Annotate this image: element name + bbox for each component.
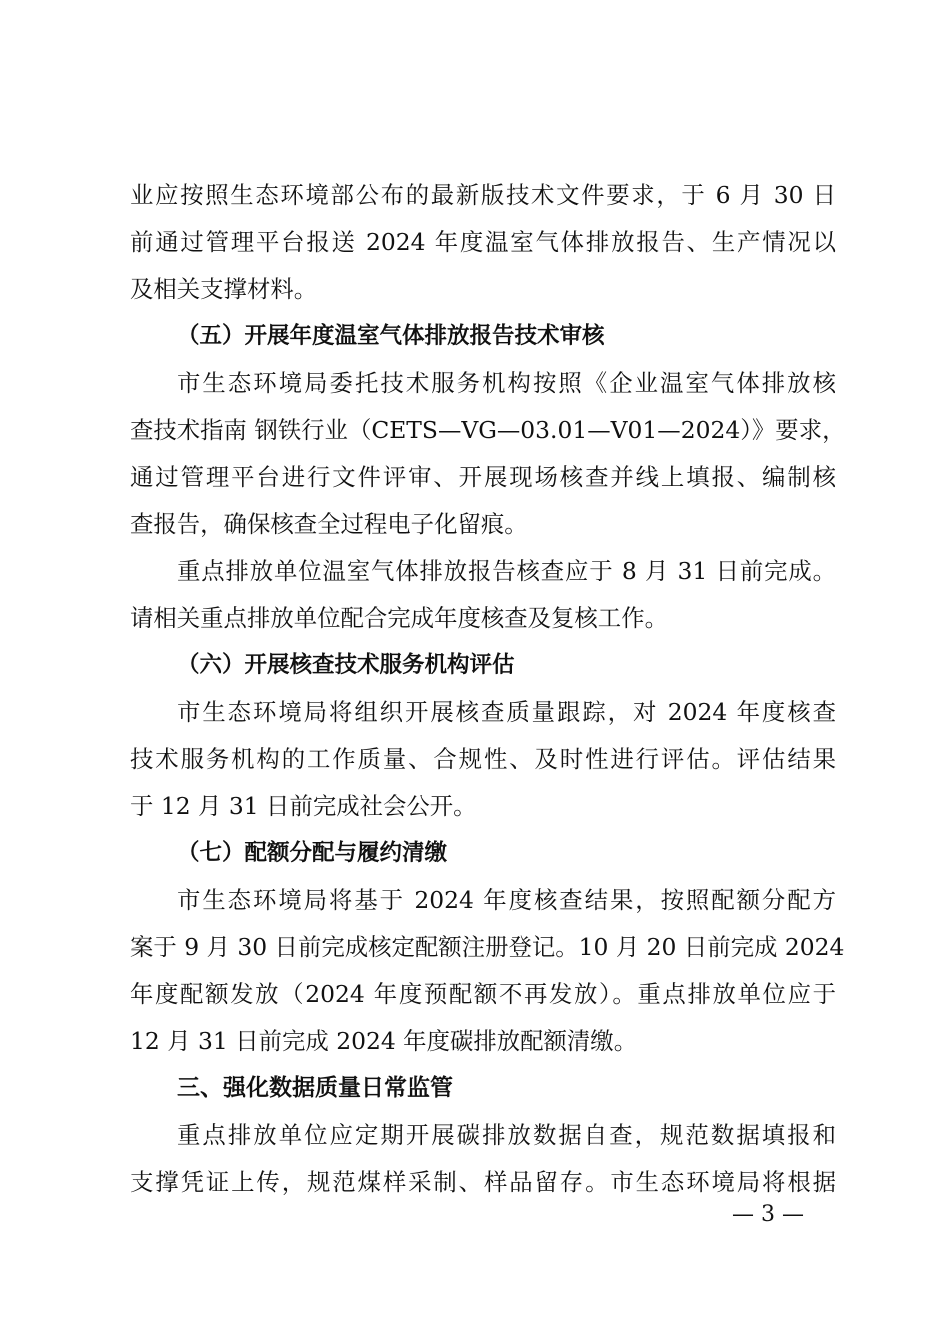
paragraph-line: 请相关重点排放单位配合完成年度核查及复核工作。: [130, 604, 668, 632]
subsection-heading: （五）开展年度温室气体排放报告技术审核: [177, 323, 605, 349]
paragraph-line: 市生态环境局将基于 2024 年度核查结果，按照配额分配方: [177, 886, 836, 914]
subsection-heading: （六）开展核查技术服务机构评估: [177, 652, 515, 678]
subsection-heading: （七）配额分配与履约清缴: [177, 840, 448, 866]
paragraph-line: 案于 9 月 30 日前完成核定配额注册登记。10 月 20 日前完成 2024: [130, 933, 845, 961]
page-number: — 3 —: [732, 1202, 804, 1227]
paragraph-line: 重点排放单位应定期开展碳排放数据自查，规范数据填报和: [177, 1121, 836, 1149]
paragraph-line: 查报告，确保核查全过程电子化留痕。: [130, 510, 528, 538]
paragraph-line: 技术服务机构的工作质量、合规性、及时性进行评估。评估结果: [130, 745, 836, 773]
paragraph-line: 前通过管理平台报送 2024 年度温室气体排放报告、生产情况以: [130, 228, 836, 256]
paragraph-line: 于 12 月 31 日前完成社会公开。: [130, 792, 477, 820]
paragraph-line: 重点排放单位温室气体排放报告核查应于 8 月 31 日前完成。: [177, 557, 836, 585]
paragraph-line: 及相关支撑材料。: [130, 275, 318, 303]
paragraph-line: 通过管理平台进行文件评审、开展现场核查并线上填报、编制核: [130, 463, 836, 491]
paragraph-line: 12 月 31 日前完成 2024 年度碳排放配额清缴。: [130, 1027, 638, 1055]
section-heading: 三、强化数据质量日常监管: [177, 1075, 453, 1101]
paragraph-line: 业应按照生态环境部公布的最新版技术文件要求，于 6 月 30 日: [130, 181, 836, 209]
paragraph-line: 查技术指南 钢铁行业（CETS—VG—03.01—V01—2024）》要求，: [130, 416, 846, 444]
paragraph-line: 年度配额发放（2024 年度预配额不再发放）。重点排放单位应于: [130, 980, 836, 1008]
paragraph-line: 市生态环境局将组织开展核查质量跟踪，对 2024 年度核查: [177, 698, 836, 726]
paragraph-line: 市生态环境局委托技术服务机构按照《企业温室气体排放核: [177, 369, 836, 397]
paragraph-line: 支撑凭证上传，规范煤样采制、样品留存。市生态环境局将根据: [130, 1168, 836, 1196]
